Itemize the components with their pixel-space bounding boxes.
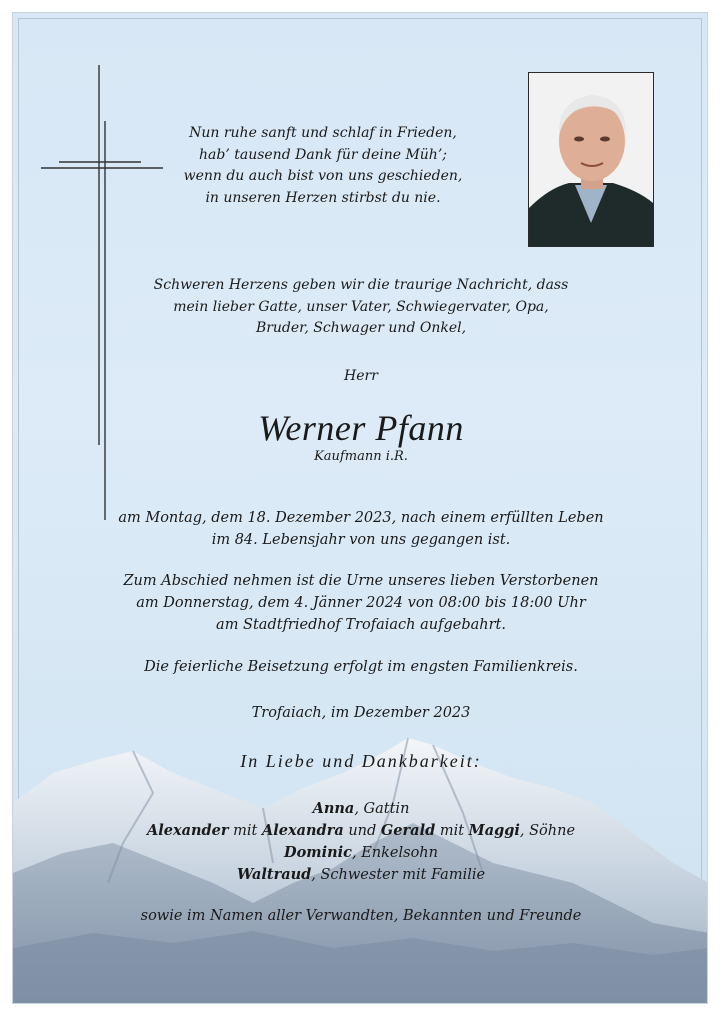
mourner-relation: , Schwester mit Familie [311,867,486,883]
mourner-name: Anna [312,800,355,817]
mourner-line [13,842,708,864]
salutation: Herr [344,368,378,384]
mourner-name: Gerald [380,822,436,839]
thanks-heading: In Liebe und Dankbarkeit: [240,751,482,771]
intro-line: mein lieber Gatte, unser Vater, Schwiegervater, Opa, [173,298,549,315]
death-line: im 84. Lebensjahr von uns gegangen ist. [211,532,511,548]
farewell-line: Zum Abschied nehmen ist die Urne unseres lieben Verstorbenen [123,573,599,589]
farewell-line: am Donnerstag, dem 4. Jänner 2024 von 08:00 bis 18:00 Uhr [136,595,586,611]
poem-line: hab’ tausend Dank für deine Müh’; [199,146,447,163]
mourner-line [13,798,708,820]
mourner-name: Alexander [146,822,229,839]
connector-text: mit [435,823,469,839]
announcement-intro [13,275,708,340]
poem-line: wenn du auch bist von uns geschieden, [183,168,463,184]
deceased-name: Werner Pfann [258,408,464,448]
mourner-relation: , Enkelsohn [351,845,438,861]
farewell-line: am Stadtfriedhof Trofaiach aufgebahrt. [216,617,506,633]
mourner-line [13,820,708,842]
mourners-list [13,798,708,886]
obituary-card [12,12,708,1004]
mourner-relation: , Söhne [519,823,576,839]
mourner-name: Dominic [284,844,352,861]
death-line: am Montag, dem 18. Dezember 2023, nach einem erfüllten Leben [118,510,604,526]
poem-line: Nun ruhe sanft und schlaf in Frieden, [189,125,457,141]
mourner-name: Waltraud [236,866,312,883]
connector-text: mit [228,823,262,839]
death-notice [13,507,708,551]
deceased-title: Kaufmann i.R. [314,449,408,464]
intro-line: Schweren Herzens geben wir die traurige Nachricht, dass [153,277,569,293]
memorial-poem [163,123,483,209]
closing-line: sowie im Namen aller Verwandten, Bekannten und Freunde [140,908,582,924]
mourner-name: Alexandra [261,822,344,839]
connector-text: und [343,823,381,839]
place-date: Trofaiach, im Dezember 2023 [251,705,471,721]
poem-line: in unseren Herzen stirbst du nie. [205,189,441,206]
mourner-line [13,864,708,886]
burial-notice: Die feierliche Beisetzung erfolgt im engsten Familienkreis. [144,659,578,675]
mourner-relation: , Gattin [354,801,410,817]
intro-line: Bruder, Schwager und Onkel, [255,320,467,336]
farewell-notice [13,570,708,636]
portrait-photo [528,72,654,247]
mourner-name: Maggi [468,822,520,839]
